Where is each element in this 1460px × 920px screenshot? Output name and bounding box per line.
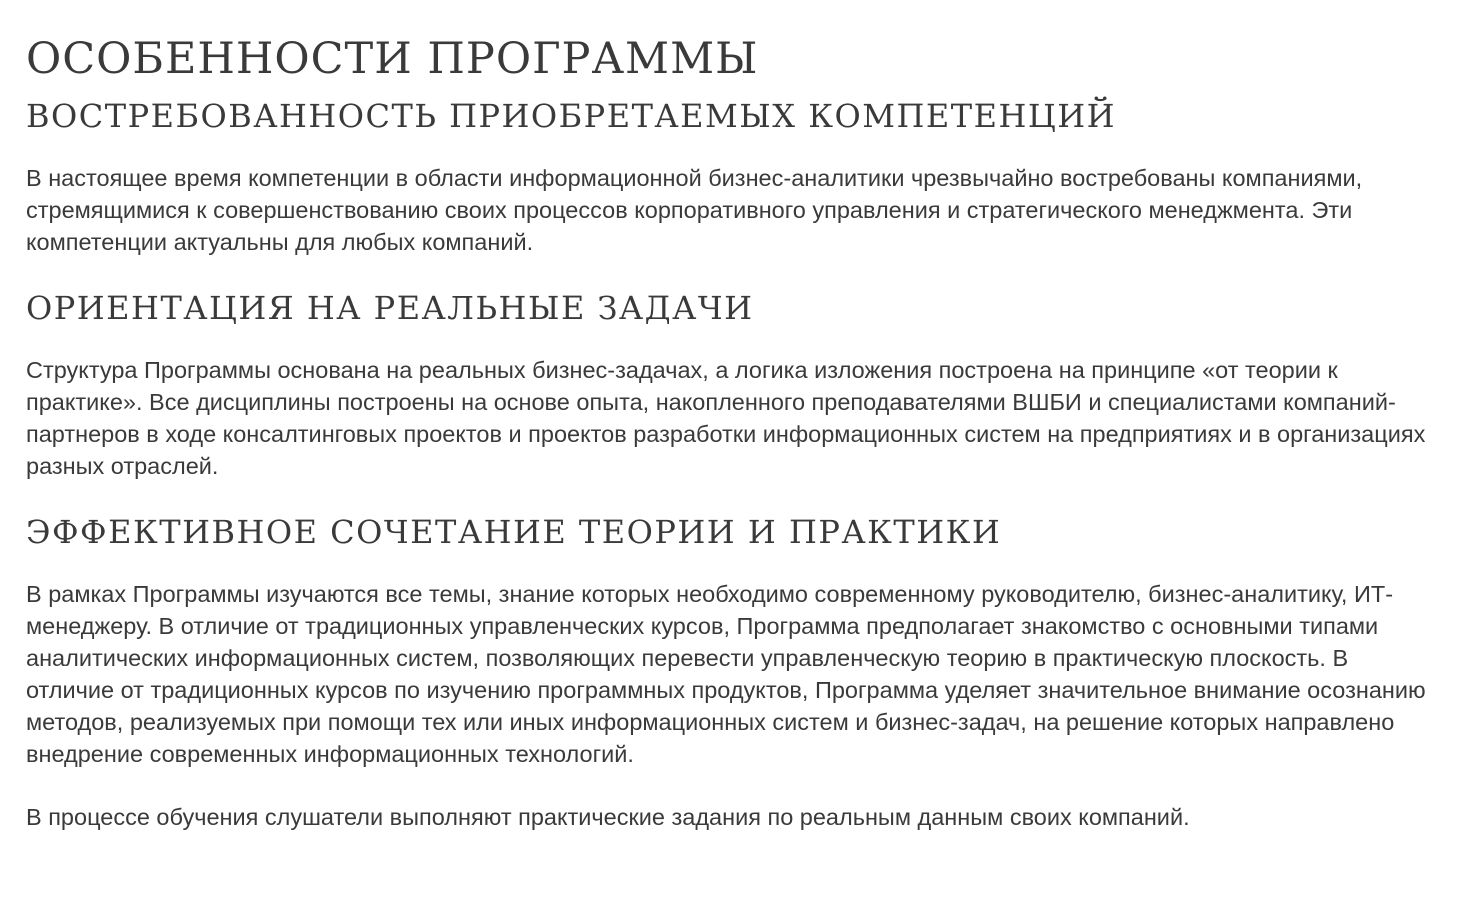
section-heading-real-tasks: ОРИЕНТАЦИЯ НА РЕАЛЬНЫЕ ЗАДАЧИ bbox=[26, 289, 754, 327]
section-text-theory-practice: В рамках Программы изучаются все темы, знание которых необходимо современному руководителю, бизнес-аналитику, ИТ-менеджеру. В отличие от традиционных управленческих курсов, Программа предполагает знакомство с основными типами аналитических информационных систем, позволяющих перевести управленческую теорию в практическую плоскость. В отличие от традиционных курсов по изучению программных продуктов, Программа уделяет значительное внимание осознанию методов, реализуемых при помощи тех или иных информационных систем и бизнес-задач, на решение которых направлено внедрение современных информационных технологий. bbox=[26, 581, 1426, 767]
section-text-real-tasks: Структура Программы основана на реальных бизнес-задачах, а логика изложения построена на принципе «от теории к практике». Все дисциплины построены на основе опыта, накопленного преподавателями ВШБИ и специалистами компаний-партнеров в ходе консалтинговых проектов и проектов разработки информационных систем на предприятиях и в организациях разных отраслей. bbox=[26, 357, 1426, 479]
section-text-competencies: В настоящее время компетенции в области информационной бизнес-аналитики чрезвычайно востребованы компаниями, стремящимися к совершенствованию своих процессов корпоративного управления и стратегического менеджмента. Эти компетенции актуальны для любых компаний. bbox=[26, 165, 1363, 255]
section-heading-theory-practice: ЭФФЕКТИВНОЕ СОЧЕТАНИЕ ТЕОРИИ И ПРАКТИКИ bbox=[26, 513, 1002, 551]
section-heading-competencies: ВОСТРЕБОВАННОСТЬ ПРИОБРЕТАЕМЫХ КОМПЕТЕНЦИЙ bbox=[26, 97, 1117, 135]
page-title: ОСОБЕННОСТИ ПРОГРАММЫ bbox=[26, 34, 759, 84]
closing-paragraph: В процессе обучения слушатели выполняют практические задания по реальным данным своих компаний. bbox=[26, 804, 1190, 830]
